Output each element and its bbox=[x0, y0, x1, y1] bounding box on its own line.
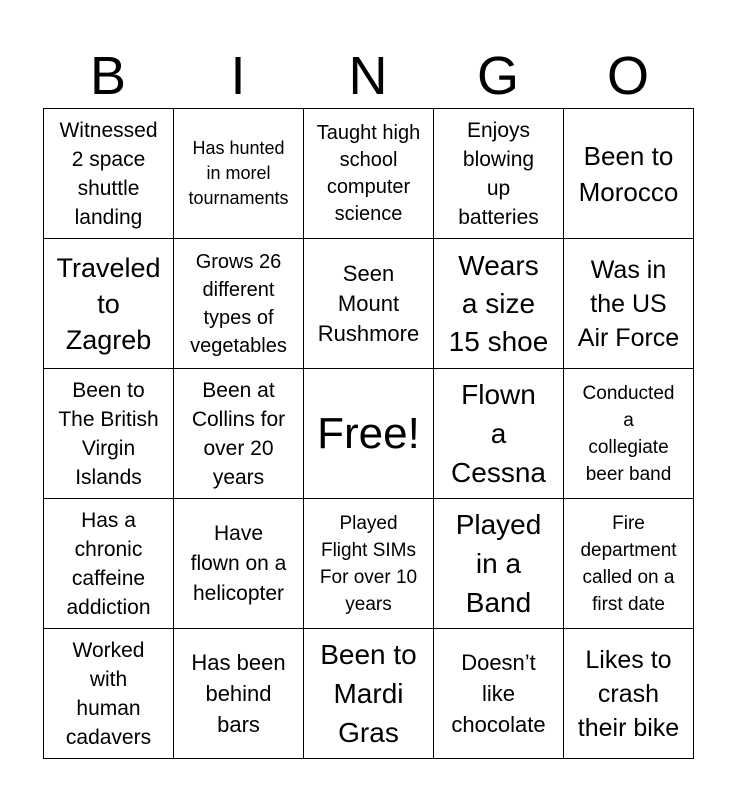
bingo-cell[interactable] bbox=[44, 629, 174, 759]
header-letter-g: G bbox=[476, 46, 519, 106]
bingo-cell[interactable] bbox=[174, 109, 304, 239]
bingo-cell[interactable] bbox=[564, 629, 694, 759]
bingo-row bbox=[44, 629, 694, 759]
bingo-cell[interactable] bbox=[564, 499, 694, 629]
bingo-cell[interactable] bbox=[434, 239, 564, 369]
bingo-row bbox=[44, 499, 694, 629]
bingo-cell[interactable] bbox=[564, 369, 694, 499]
cell-text: Likes to crash their bike bbox=[577, 645, 680, 742]
bingo-cell[interactable] bbox=[44, 109, 174, 239]
bingo-cell[interactable] bbox=[174, 239, 304, 369]
bingo-cell[interactable] bbox=[44, 499, 174, 629]
bingo-cell[interactable] bbox=[304, 109, 434, 239]
bingo-cell[interactable] bbox=[564, 109, 694, 239]
cell-text: Fire department called on a first date bbox=[580, 512, 677, 615]
cell-text: Have flown on a helicopter bbox=[190, 521, 287, 605]
cell-text: Taught high school computer science bbox=[316, 121, 421, 225]
bingo-row bbox=[44, 109, 694, 239]
cell-text: Conducted a collegiate beer band bbox=[582, 382, 675, 485]
bingo-cell[interactable] bbox=[304, 239, 434, 369]
bingo-cell[interactable] bbox=[44, 239, 174, 369]
cell-text: Has a chronic caffeine addiction bbox=[66, 508, 151, 619]
cell-text: Been to Mardi Gras bbox=[320, 639, 417, 748]
cell-text: Doesn’t like chocolate bbox=[451, 650, 546, 737]
cell-text: Played in a Band bbox=[455, 509, 542, 618]
bingo-cell[interactable] bbox=[434, 109, 564, 239]
bingo-cell[interactable] bbox=[304, 499, 434, 629]
bingo-cell[interactable] bbox=[564, 239, 694, 369]
cell-text: Wears a size 15 shoe bbox=[448, 249, 549, 357]
cell-text: Played Flight SIMs For over 10 years bbox=[319, 512, 418, 615]
cell-text: Traveled to Zagreb bbox=[56, 252, 161, 355]
bingo-cell[interactable] bbox=[434, 629, 564, 759]
cell-text: Worked with human cadavers bbox=[65, 638, 152, 749]
header-letter-b: B bbox=[89, 46, 127, 106]
bingo-row bbox=[44, 369, 694, 499]
cell-text: Was in the US Air Force bbox=[577, 255, 680, 352]
bingo-row bbox=[44, 239, 694, 369]
header-letter-n: N bbox=[348, 46, 388, 106]
cell-text: Seen Mount Rushmore bbox=[317, 260, 420, 346]
bingo-cell[interactable] bbox=[44, 369, 174, 499]
bingo-header bbox=[43, 44, 693, 108]
cell-text: Been to The British Virgin Islands bbox=[58, 378, 159, 489]
cell-text: Witnessed 2 space shuttle landing bbox=[59, 118, 158, 229]
cell-text: Has hunted in morel tournaments bbox=[188, 138, 289, 208]
header-letter-o: O bbox=[606, 46, 649, 106]
cell-text: Been at Collins for over 20 years bbox=[191, 378, 286, 489]
bingo-card bbox=[43, 108, 694, 759]
cell-text: Enjoys blowing up batteries bbox=[458, 118, 539, 229]
cell-text: Grows 26 different types of vegetables bbox=[190, 250, 287, 357]
bingo-cell[interactable] bbox=[434, 499, 564, 629]
bingo-cell[interactable] bbox=[174, 629, 304, 759]
free-space-text: Free! bbox=[317, 408, 420, 458]
header-letter-i: I bbox=[230, 46, 246, 106]
bingo-cell[interactable] bbox=[174, 369, 304, 499]
bingo-cell[interactable] bbox=[434, 369, 564, 499]
cell-text: Been to Morocco bbox=[578, 140, 679, 207]
cell-text: Has been behind bars bbox=[191, 650, 286, 737]
free-space-cell[interactable] bbox=[304, 369, 434, 499]
bingo-cell[interactable] bbox=[304, 629, 434, 759]
cell-text: Flown a Cessna bbox=[451, 379, 546, 488]
bingo-cell[interactable] bbox=[174, 499, 304, 629]
